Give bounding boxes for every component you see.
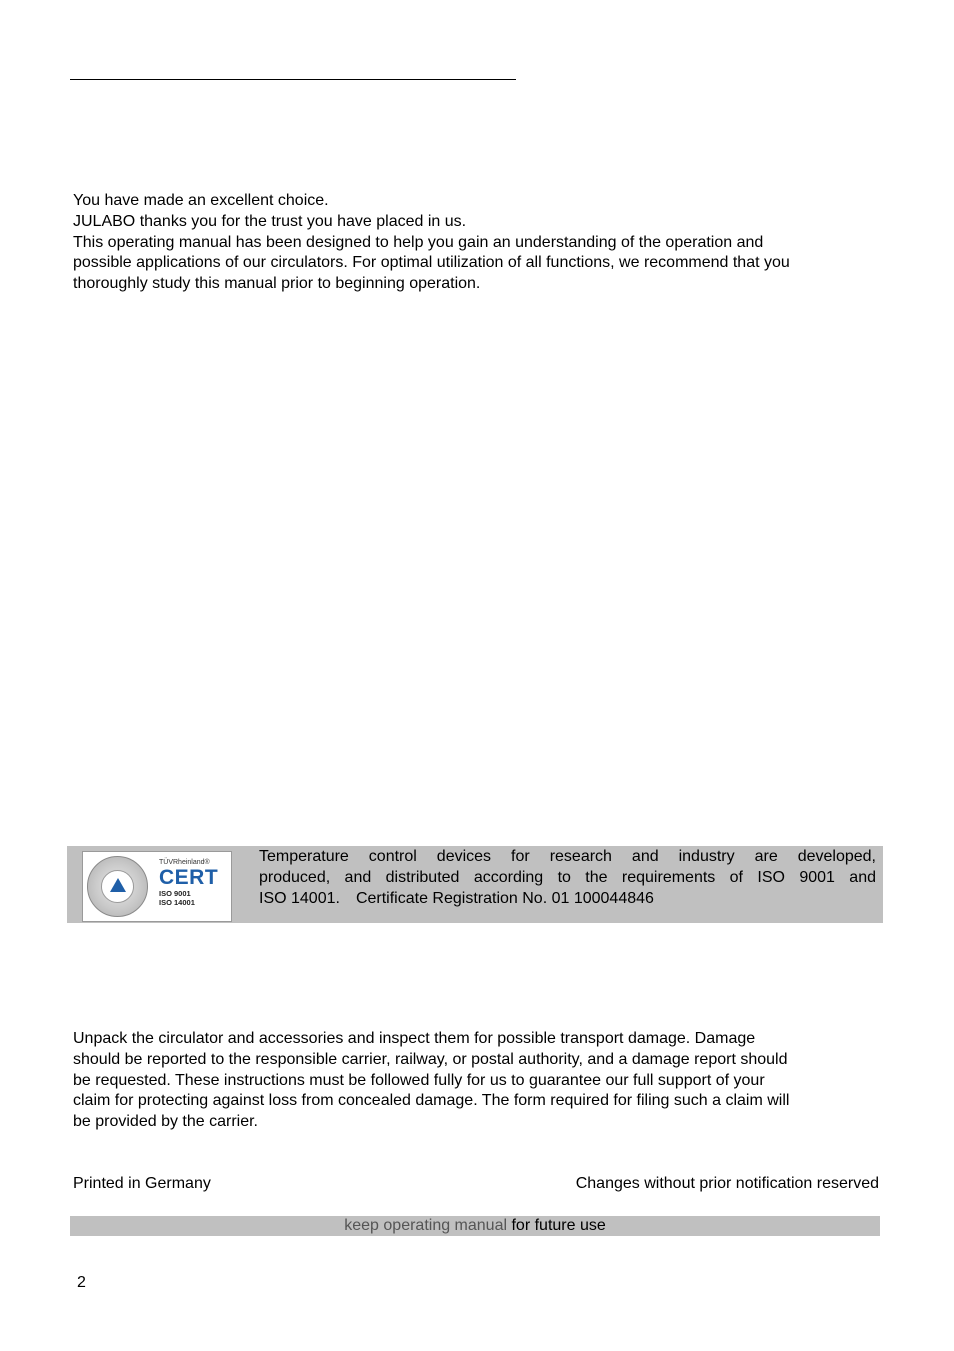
cert-line-last: [259, 889, 876, 910]
intro-line: JULABO thanks you for the trust you have placed in us.: [73, 212, 467, 230]
intro-line: thoroughly study this manual prior to beginning operation.: [73, 275, 481, 293]
unpack-line: Unpack the circulator and accessories and inspect them for possible transport damage. Damage: [73, 1030, 756, 1047]
cert-brand: TÜVRheinland®: [159, 859, 210, 866]
cert-iso-text: ISO 14001.: [259, 889, 340, 907]
intro-paragraph: [73, 191, 873, 295]
cert-iso-9001: ISO 9001: [159, 889, 191, 898]
unpack-line: be requested. These instructions must be followed fully for us to guarantee our full support of your: [73, 1071, 765, 1089]
cert-iso-14001: ISO 14001: [159, 898, 195, 907]
keep-manual-text: keep operating manual: [344, 1217, 508, 1234]
intro-line: This operating manual has been designed to help you gain an understanding of the operation and: [73, 233, 764, 251]
future-use-text: for future use: [507, 1217, 606, 1234]
keep-manual-bar: [70, 1216, 880, 1236]
header-rule: [70, 79, 516, 80]
cert-logo-text: [159, 858, 231, 907]
cert-word: CERT: [159, 866, 219, 889]
tuv-cert-seal-icon: [87, 856, 148, 917]
cert-line: produced, and distributed according to the requirements of ISO 9001 and: [259, 868, 876, 886]
cert-registration: Certificate Registration No. 01 100044846: [355, 889, 654, 907]
unpack-line: claim for protecting against loss from concealed damage. The form required for filing such a claim will: [73, 1092, 790, 1110]
unpack-line: should be reported to the responsible carrier, railway, or postal authority, and a damage report should: [73, 1050, 788, 1068]
page-number: 2: [77, 1274, 86, 1291]
certification-text: [259, 847, 876, 909]
unpack-line: be provided by the carrier.: [73, 1113, 258, 1131]
certification-box: [67, 846, 883, 923]
tuv-cert-logo: [82, 851, 232, 922]
intro-line: possible applications of our circulators. For optimal utilization of all functions, we recommend that you: [73, 254, 790, 272]
intro-line: You have made an excellent choice.: [73, 192, 329, 209]
cert-line: Temperature control devices for research and industry are developed,: [259, 848, 876, 865]
unpacking-paragraph: [73, 1029, 873, 1133]
tuv-triangle-icon: [101, 870, 134, 903]
changes-reserved: Changes without prior notification reserved: [575, 1175, 879, 1192]
printed-in-germany: Printed in Germany: [73, 1175, 211, 1192]
